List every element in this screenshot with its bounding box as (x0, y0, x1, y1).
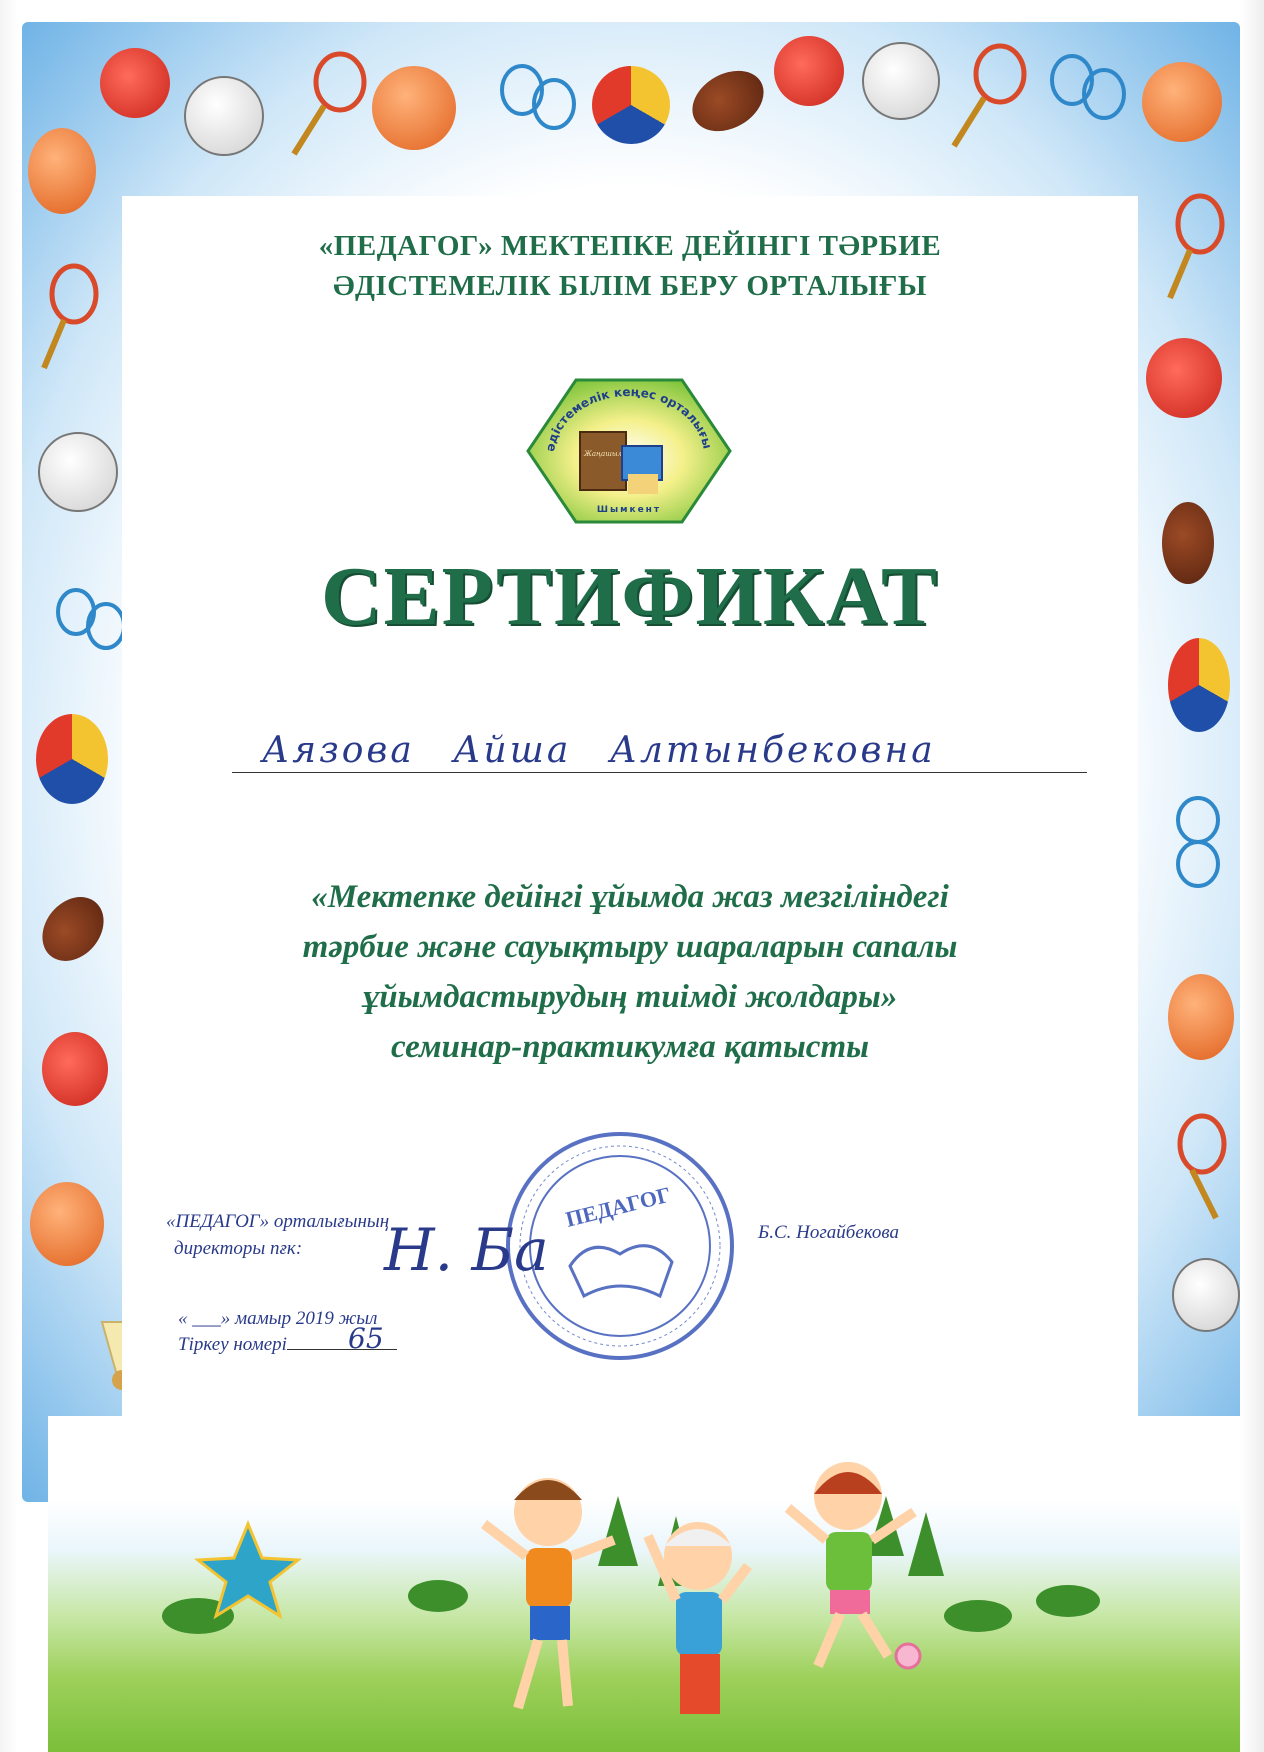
basketball-icon (1142, 62, 1222, 142)
badminton-rackets-icon (1158, 792, 1238, 902)
body-line1: «Мектепке дейінгі ұйымда жаз мезгіліндегі (311, 879, 949, 915)
certificate-title: СЕРТИФИКАТ (320, 550, 940, 643)
soccer-ball-icon (862, 42, 940, 120)
table-tennis-paddle-icon (774, 36, 844, 106)
tennis-racket-icon (1162, 1112, 1242, 1222)
svg-text:Н. Ба: Н. Ба (384, 1216, 549, 1284)
body-line4: семинар-практикумға қатысты (390, 1029, 870, 1065)
director-name: Б.С. Ногайбекова (758, 1222, 900, 1243)
basketball-icon (30, 1182, 104, 1266)
recipient-name: Аязова Айша Алтынбековна (262, 730, 936, 771)
american-football-icon (30, 885, 116, 973)
volleyball-icon (592, 66, 670, 144)
badminton-rackets-icon (492, 60, 582, 150)
table-tennis-paddle-icon (42, 1032, 108, 1106)
organization-header (160, 226, 1100, 306)
american-football-icon (1162, 502, 1214, 584)
director-role-line1: «ПЕДАГОГ» орталығының (166, 1211, 390, 1232)
table-tennis-paddle-icon (100, 48, 170, 118)
recipient-underline (232, 772, 1087, 773)
logo-city: Шымкент (596, 505, 662, 515)
issue-date: « ___» мамыр 2019 жыл (178, 1308, 378, 1329)
tennis-racket-icon (942, 42, 1032, 152)
tennis-racket-icon (34, 262, 114, 372)
methodological-center-logo (524, 376, 734, 526)
director-signature (378, 1196, 568, 1306)
volleyball-icon (36, 714, 108, 804)
american-football-icon (682, 59, 775, 144)
organization-name-line2: ӘДІСТЕМЕЛІК БІЛІМ БЕРУ ОРТАЛЫҒЫ (333, 270, 927, 302)
tennis-racket-icon (1160, 192, 1240, 302)
organization-name-line1: «ПЕДАГОГ» МЕКТЕПКЕ ДЕЙІНГІ ТӘРБИЕ (318, 230, 942, 262)
soccer-ball-icon (1172, 1258, 1240, 1332)
basketball-icon (1168, 974, 1234, 1060)
basketball-icon (28, 128, 96, 214)
stamp-center-text: ПЕДАГОГ (563, 1181, 674, 1232)
basketball-icon (372, 66, 456, 150)
body-line2: тәрбие және сауықтыру шараларын сапалы (302, 929, 958, 965)
flower-icon (896, 1644, 920, 1668)
body-line3: ұйымдастырудың тиімді жолдары» (362, 979, 898, 1015)
children-jumping-illustration (48, 1416, 1240, 1752)
tennis-racket-icon (282, 50, 372, 160)
soccer-ball-icon (38, 432, 118, 512)
badminton-rackets-icon (1042, 50, 1132, 140)
logo-book-label: Жаңашыл (584, 450, 622, 458)
director-role-line2: директоры пғк: (174, 1238, 303, 1259)
logo-arc-text: әдістемелік кеңес орталығы (543, 384, 715, 453)
volleyball-icon (1168, 638, 1230, 732)
soccer-ball-icon (184, 76, 264, 156)
table-tennis-paddle-icon (1146, 338, 1222, 418)
certificate-body (170, 872, 1090, 1072)
playground-scene (48, 1416, 1240, 1752)
registration-number: 65 (348, 1322, 384, 1355)
registration-label: Тіркеу номері (178, 1332, 397, 1358)
